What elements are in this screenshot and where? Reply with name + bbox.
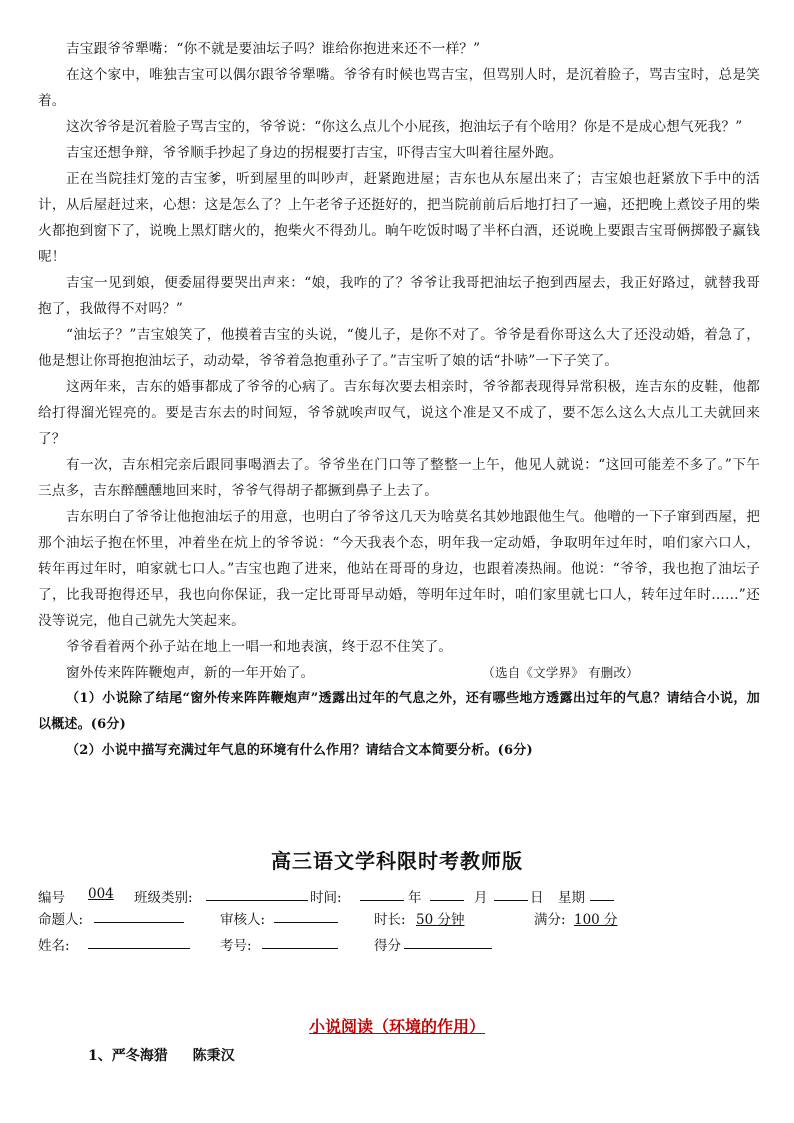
story-paragraph: 正在当院挂灯笼的吉宝爹，听到屋里的叫吵声，赶紧跑进屋；吉东也从东屋出来了；吉宝娘也赶紧放下手中的活计，从后屋赶过来，心想：这是怎么了？上午老爷子还挺好的，把当院前前后后地打扫了一遍，还把晚上煮饺子用的柴火都抱到窗下了，说晚上黑灯瞎火的，抱柴火不得劲儿。晌午吃饭时喝了半杯白酒，还说晚上要跟吉宝哥俩掷骰子赢钱呢！ [38, 171, 760, 265]
weekday-field[interactable] [590, 886, 614, 901]
year-field[interactable] [360, 886, 404, 901]
question-1: （1）小说除了结尾“窗外传来阵阵鞭炮声”透露出过年的气息之外，还有哪些地方透露出过年的气息？请结合小说，加以概述。(6分) [38, 691, 760, 732]
month-field[interactable] [430, 886, 464, 901]
story-paragraph: 这两年来，吉东的婚事都成了爷爷的心病了。吉东每次要去相亲时，爷爷都表现得异常积极，连吉东的皮鞋，他都给打得溜光锃亮的。要是吉东去的时间短，爷爷就唉声叹气，说这个准是又不成了，要不怎么这么大点儿工夫就回来了？ [38, 379, 760, 447]
item-title: 1、严冬海猎 [88, 1048, 168, 1064]
score-value: 100 分 [574, 912, 618, 928]
score-label: 满分: [534, 912, 566, 928]
source-note: （选自《文学界》 有删改） [482, 665, 639, 680]
exam-no-field[interactable] [262, 934, 338, 949]
year-label: 年 [408, 890, 422, 906]
story-paragraph: 吉宝还想争辩，爷爷顺手抄起了身边的拐棍要打吉宝，吓得吉宝大叫着往屋外跑。 [66, 145, 563, 161]
weekday-label: 星期 [558, 890, 585, 906]
points-field[interactable] [404, 934, 492, 949]
story-paragraph: 在这个家中，唯独吉宝可以偶尔跟爷爷犟嘴。爷爷有时候也骂吉宝，但骂别人时，是沉着脸子，骂吉宝时，总是笑着。 [38, 67, 760, 109]
reading-item [88, 1045, 255, 1065]
story-paragraph: 有一次，吉东相完亲后跟同事喝酒去了。爷爷坐在门口等了整整一上午，他见人就说：“这回可能差不多了。”下午三点多，吉东醉醺醺地回来时，爷爷气得胡子都撅到鼻子上去了。 [38, 457, 760, 499]
question-2: （2）小说中描写充满过年气息的环境有什么作用？请结合文本简要分析。(6分) [66, 743, 533, 758]
exam-no-label: 考号: [220, 938, 252, 954]
info-row-3 [38, 934, 758, 956]
name-label: 姓名: [38, 938, 70, 954]
class-field[interactable] [206, 886, 308, 901]
day-field[interactable] [494, 886, 528, 901]
info-row-1 [38, 886, 758, 908]
story-text [38, 36, 760, 764]
number-label: 编号 [38, 890, 65, 906]
reviewer-field[interactable] [274, 908, 338, 923]
name-field[interactable] [88, 934, 190, 949]
author-label: 命题人: [38, 912, 84, 928]
number-value: 004 [88, 886, 114, 902]
time-label: 时间: [310, 890, 342, 906]
author-field[interactable] [94, 908, 184, 923]
story-paragraph: 吉东明白了爷爷让他抱油坛子的用意，也明白了爷爷这几天为啥莫名其妙地跟他生气。他噌的一下子窜到西屋，把那个油坛子抱在怀里，冲着坐在炕上的爷爷说：“今天我表个态，明年我一定动婚，争取明年过年时，咱们家六口人，转年再过年时，咱家就七口人。”吉宝也跑了进来，他站在哥哥的身边，也跟着凑热闹。他说：“爷爷，我也抱了油坛子了，比我哥抱得还早，我也向你保证，我一定比哥哥早动婚，等明年过年时，咱们家里就七口人，转年过年时……”还没等说完，他自己就先大笑起来。 [38, 509, 760, 629]
story-paragraph: 爷爷看着两个孙子站在地上一唱一和地表演，终于忍不住笑了。 [66, 639, 453, 655]
exam-info-form [38, 886, 758, 956]
info-row-2 [38, 908, 758, 930]
story-paragraph: 吉宝一见到娘，便委屈得要哭出声来：“娘，我咋的了？爷爷让我哥把油坛子抱到西屋去，我正好路过，就替我哥抱了，我做得不对吗？” [38, 275, 760, 317]
day-label: 日 [530, 890, 544, 906]
exam-title: 高三语文学科限时考教师版 [271, 849, 523, 873]
story-last-line [38, 660, 760, 686]
story-paragraph: 这次爷爷是沉着脸子骂吉宝的，爷爷说：“你这么点儿个小屁孩，抱油坛子有个啥用？你是不是成心想气死我？” [66, 119, 743, 135]
points-label: 得分 [374, 938, 401, 954]
month-label: 月 [474, 890, 488, 906]
story-paragraph: “油坛子？”吉宝娘笑了，他摸着吉宝的头说，“傻儿子，是你不对了。爷爷是看你哥这么大了还没动婚，着急了，他是想让你哥抱抱油坛子，动动晕，爷爷着急抱重孙子了。”吉宝听了娘的话“扑哧”一下子笑了。 [38, 327, 760, 369]
duration-value: 50 分钟 [416, 912, 465, 928]
reviewer-label: 审核人: [220, 912, 266, 928]
class-label: 班级类别: [134, 890, 193, 906]
last-line-text: 窗外传来阵阵鞭炮声，新的一年开始了。 [66, 665, 315, 681]
story-paragraph: 吉宝跟爷爷犟嘴：“你不就是要油坛子吗？谁给你抱进来还不一样？” [66, 41, 481, 57]
item-author: 陈秉汉 [192, 1048, 235, 1064]
section-heading: 小说阅读（环境的作用） [308, 1017, 485, 1036]
duration-label: 时长: [374, 912, 406, 928]
